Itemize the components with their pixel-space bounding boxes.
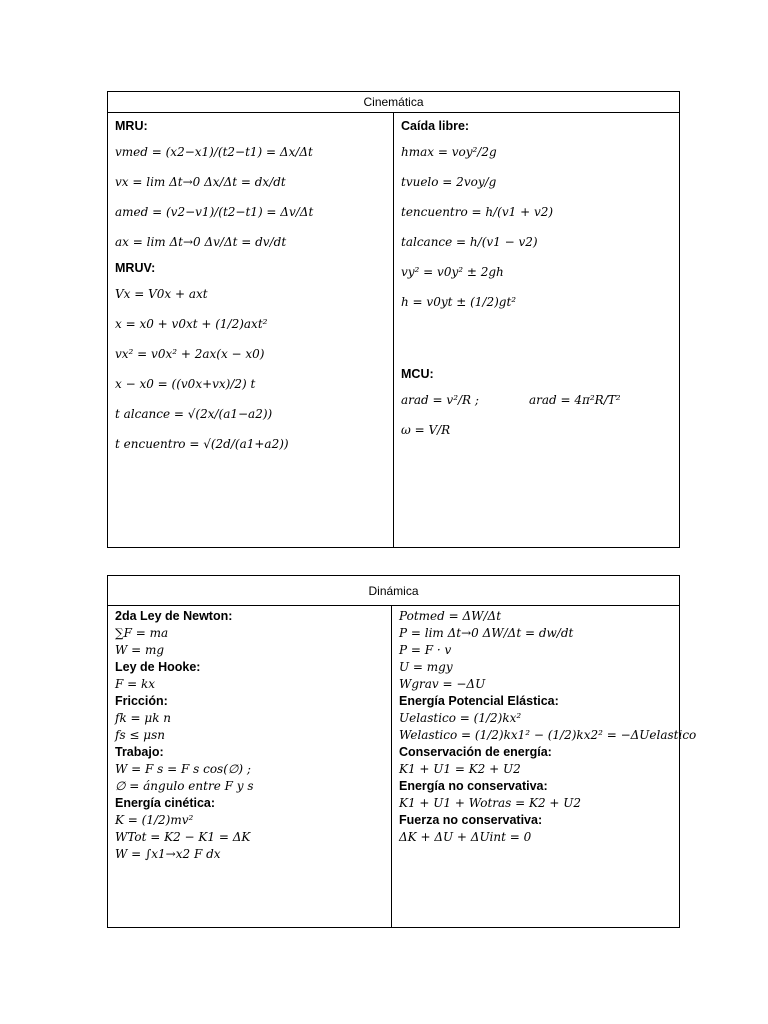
formula-t-encuentro: t encuentro = √(2d/(a1+a2)) (115, 437, 289, 451)
cinematica-right-cell (394, 113, 680, 548)
trabajo-heading: Trabajo: (115, 745, 164, 759)
formula-uelastico: Uelastico = (1/2)kx² (399, 711, 522, 725)
formula-hmax: hmax = voy²/2g (401, 145, 497, 159)
formula-vx-mruv: Vx = V0x + axt (115, 287, 208, 301)
mcu-row (401, 385, 673, 415)
formula-vx: vx = lim Δt→0 Δx/Δt = dx/dt (115, 175, 286, 189)
formula-nonconservative-energy: K1 + U1 + Wotras = K2 + U2 (399, 796, 582, 810)
mcu-heading: MCU: (401, 367, 434, 381)
fuerza-no-conservativa-heading: Fuerza no conservativa: (399, 813, 543, 827)
dinamica-left-cell (108, 606, 392, 928)
formula-power: P = F · v (399, 643, 452, 657)
hooke-heading: Ley de Hooke: (115, 660, 201, 674)
formula-t-alcance: t alcance = √(2x/(a1−a2)) (115, 407, 273, 421)
formula-power-limit: P = lim Δt→0 ΔW/Δt = dw/dt (399, 626, 574, 640)
formula-newton: ∑F = ma (115, 626, 169, 640)
formula-angle: ∅ = ángulo entre F y s (115, 779, 254, 793)
formula-kinetic: K = (1/2)mv² (115, 813, 194, 827)
formula-wgrav: Wgrav = −ΔU (399, 677, 486, 691)
formula-work-integral: W = ∫x1→x2 F dx (115, 847, 221, 861)
dinamica-table (107, 575, 697, 928)
friccion-heading: Fricción: (115, 694, 168, 708)
cinematica-table (107, 91, 680, 548)
cinematica-left-cell (108, 113, 394, 548)
formula-hooke: F = kx (115, 677, 156, 691)
formula-fs: fs ≤ μsn (115, 728, 165, 742)
dinamica-right-cell (392, 606, 697, 928)
formula-arad-period: arad = 4π²R/T² (528, 393, 621, 407)
elastica-heading: Energía Potencial Elástica: (399, 694, 559, 708)
formula-vx-squared: vx² = v0x² + 2ax(x − x0) (115, 347, 265, 361)
formula-omega: ω = V/R (401, 423, 451, 437)
caida-libre-heading: Caída libre: (401, 119, 470, 133)
formula-weight: W = mg (115, 643, 165, 657)
formula-ax: ax = lim Δt→0 Δv/Δt = dv/dt (115, 235, 287, 249)
formula-tvuelo: tvuelo = 2voy/g (401, 175, 497, 189)
formula-talcance: talcance = h/(v1 − v2) (401, 235, 538, 249)
formula-tencuentro: tencuentro = h/(v1 + v2) (401, 205, 554, 219)
mru-heading: MRU: (115, 119, 148, 133)
formula-displacement: x − x0 = ((v0x+vx)/2) t (115, 377, 256, 391)
formula-conservation: K1 + U1 = K2 + U2 (399, 762, 521, 776)
formula-work: W = F s = F s cos(∅) ; (115, 762, 251, 776)
dinamica-title: Dinámica (108, 576, 680, 606)
cinematica-title: Cinemática (108, 92, 680, 113)
no-conservativa-heading: Energía no conservativa: (399, 779, 548, 793)
formula-arad: arad = v²/R ; (401, 393, 479, 407)
formula-wtot: WTot = K2 − K1 = ΔK (115, 830, 251, 844)
formula-vy-squared: vy² = v0y² ± 2gh (401, 265, 504, 279)
cinetica-heading: Energía cinética: (115, 796, 216, 810)
formula-position: x = x0 + v0xt + (1/2)axt² (115, 317, 268, 331)
formula-welastico: Welastico = (1/2)kx1² − (1/2)kx2² = −ΔUelastico (399, 728, 697, 742)
formula-vmed: vmed = (x2−x1)/(t2−t1) = Δx/Δt (115, 145, 313, 159)
formula-amed: amed = (v2−v1)/(t2−t1) = Δv/Δt (115, 205, 314, 219)
conservacion-heading: Conservación de energía: (399, 745, 552, 759)
formula-h: h = v0yt ± (1/2)gt² (401, 295, 517, 309)
formula-fk: fk = μk n (115, 711, 172, 725)
formula-nonconservative-force: ΔK + ΔU + ΔUint = 0 (399, 830, 532, 844)
mruv-heading: MRUV: (115, 261, 156, 275)
formula-potential: U = mgy (399, 660, 453, 674)
formula-potmed: Potmed = ΔW/Δt (399, 609, 502, 623)
newton-heading: 2da Ley de Newton: (115, 609, 233, 623)
